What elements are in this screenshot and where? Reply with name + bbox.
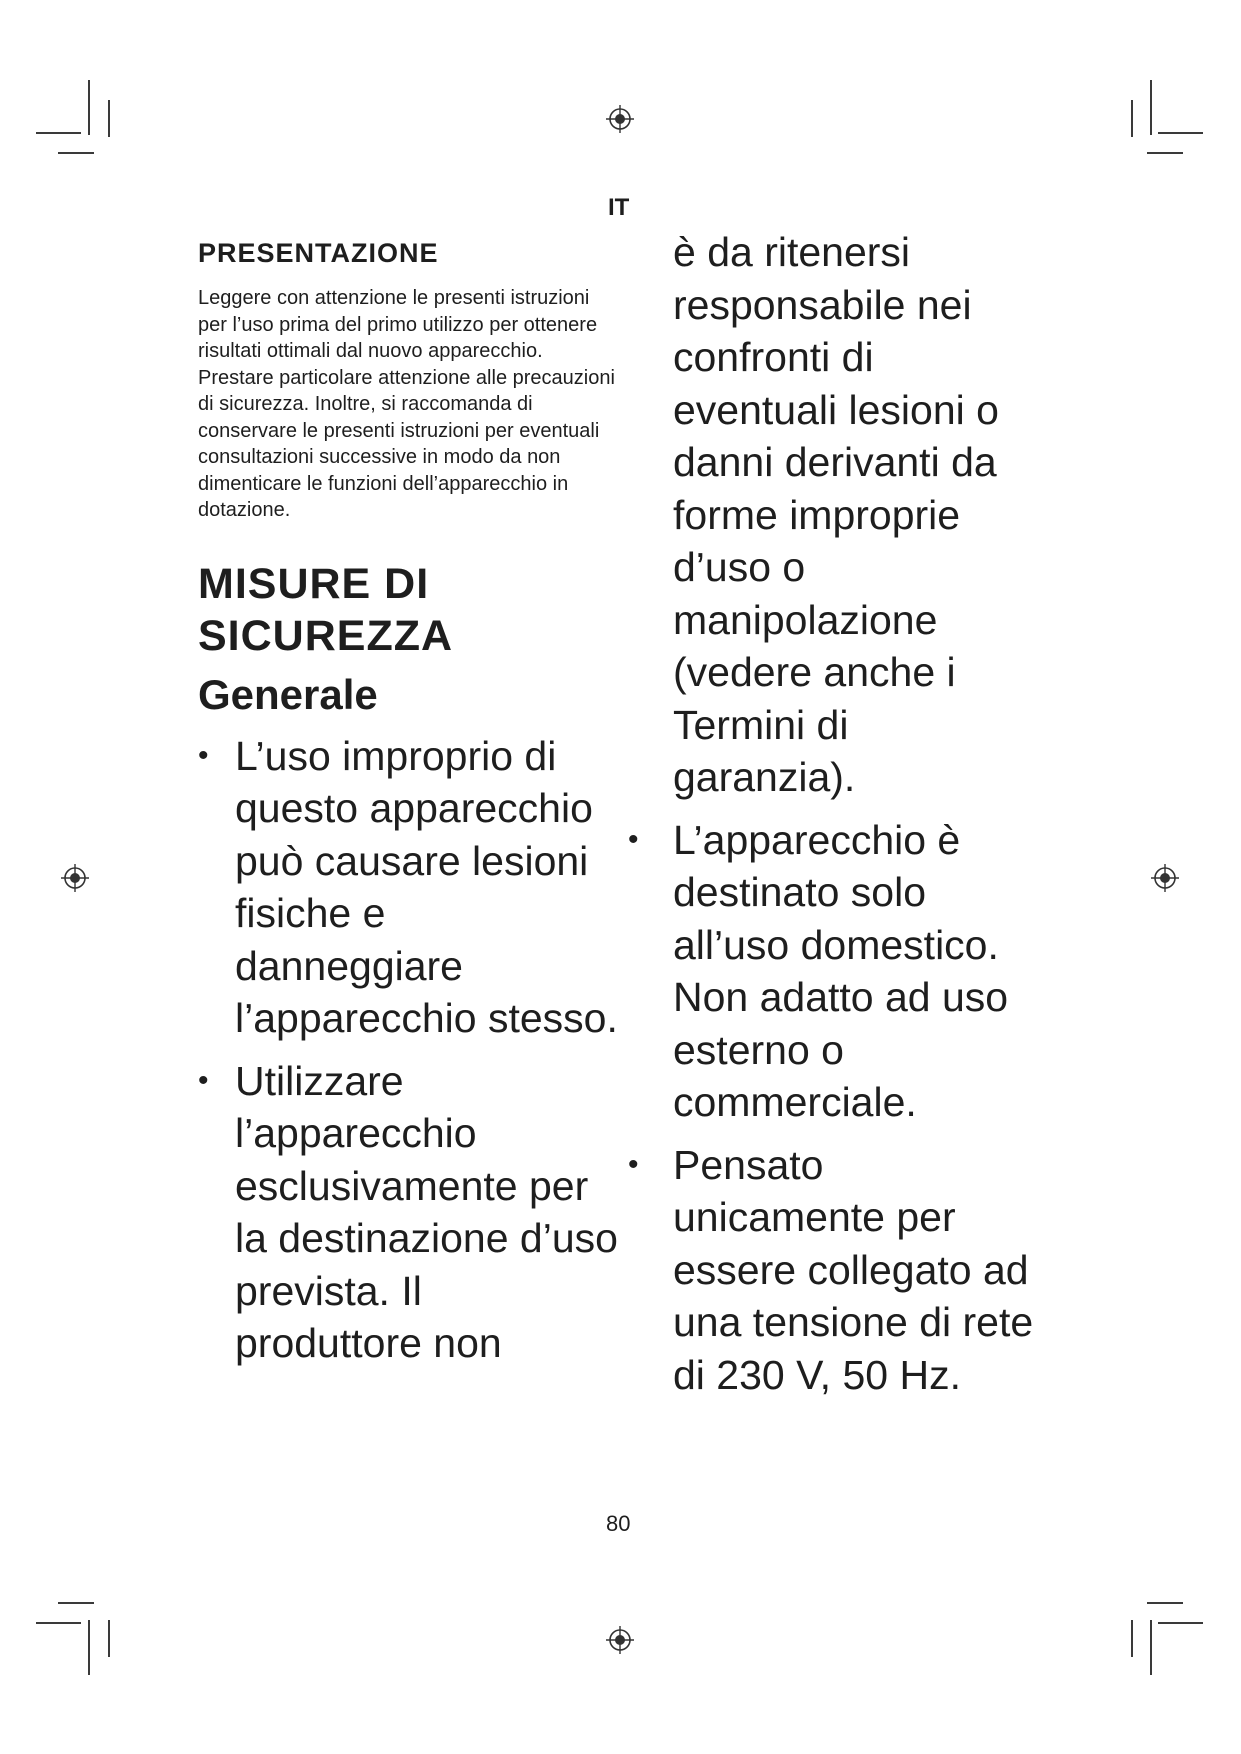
crop-mark [1158,132,1203,134]
crop-mark [58,1602,94,1604]
bullet: • [628,1147,639,1181]
presentazione-heading: PRESENTAZIONE [198,238,439,268]
safety-list-right [620,814,1040,1402]
list-item-continuation: è da ritenersi responsabile nei confronti di eventuali lesioni o danni derivanti da forme improprie d’uso o manipolazione (vedere anche i Termini di garanzia). [673,229,999,800]
registration-mark-icon [1150,863,1180,893]
registration-mark-icon [605,1625,635,1655]
crop-mark [1150,1620,1152,1675]
safety-heading: MISURE DI SICUREZZA [198,559,454,660]
crop-mark [1147,1602,1183,1604]
crop-mark [108,100,110,137]
general-subheading: Generale [198,670,378,718]
right-column [620,226,1040,1411]
list-item [198,1055,618,1370]
safety-list-left [198,730,618,1370]
presentazione-body: Leggere con attenzione le presenti istruzioni per l’uso prima del primo utilizzo per ottenere risultati ottimali dal nuovo apparecchio. Prestare particolare attenzione alle precauzioni di sicurezza. Inoltre, si raccomanda di conservare le presenti istruzioni per eventuali consultazioni successive in modo da non dimenticare le funzioni dell’apparecchio in dotazione. [198,287,615,521]
bullet: • [198,738,209,772]
list-item-text: L’apparecchio è destinato solo all’uso domestico. Non adatto ad uso esterno o commerciale. [673,816,1009,1125]
list-item-text: L’uso improprio di questo apparecchio può causare lesioni fisiche e danneggiare l’apparecchio stesso. [235,732,618,1041]
list-item-text: Utilizzare l’apparecchio esclusivamente per la destinazione d’uso prevista. Il produttore non [235,1057,618,1366]
bullet: • [198,1063,209,1097]
crop-mark [36,1622,81,1624]
bullet: • [628,822,639,856]
crop-mark [88,1620,90,1675]
crop-mark [1131,1620,1133,1657]
list-item [620,814,1040,1129]
left-column [198,228,618,1380]
page-number: 80 [606,1511,631,1536]
crop-mark [88,80,90,135]
crop-mark [1131,100,1133,137]
registration-mark-icon [60,863,90,893]
language-code: IT [608,194,630,221]
list-item [620,1139,1040,1402]
crop-mark [108,1620,110,1657]
crop-mark [58,152,94,154]
crop-mark [1147,152,1183,154]
registration-mark-icon [605,104,635,134]
crop-mark [36,132,81,134]
crop-mark [1150,80,1152,135]
list-item-text: Pensato unicamente per essere collegato ad una tensione di rete di 230 V, 50 Hz. [673,1141,1034,1398]
list-item [198,730,618,1045]
crop-mark [1158,1622,1203,1624]
